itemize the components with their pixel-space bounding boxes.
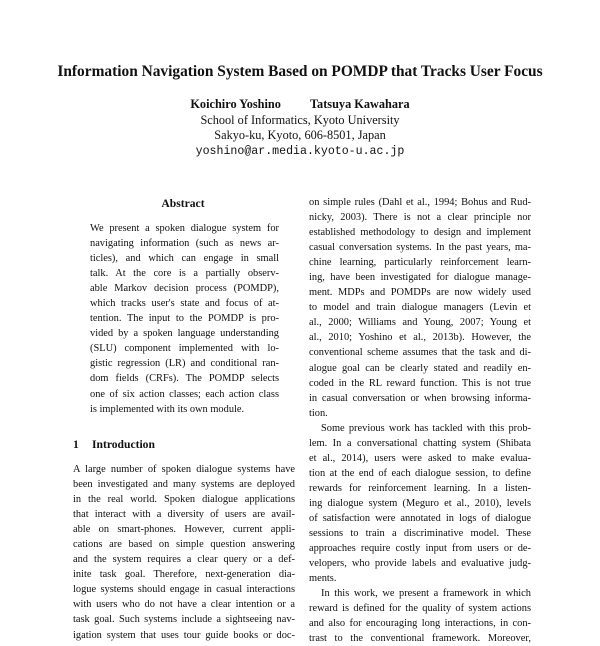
affiliation: School of Informatics, Kyoto University (200, 112, 400, 127)
text-line: logue systems should engage in casual interactions (73, 584, 295, 596)
text-line: and the system requires a clear query or a def- (73, 554, 295, 566)
right-column-text (309, 195, 531, 646)
text-line: which tracks user's state and focus of at- (90, 298, 279, 310)
text-line: and also for encouraging long interactions, in con- (309, 618, 531, 630)
text-line: tention. The input to the POMDP is pro- (90, 313, 279, 325)
text-line: ment. MDPs and POMDPs are now widely used (309, 287, 531, 299)
abstract-text (90, 221, 279, 417)
author-name: Tatsuya Kawahara (309, 97, 410, 111)
text-line: established methodology to design and implement (309, 227, 531, 239)
text-line: alogue goal can be clearly stated and readily en- (309, 362, 531, 374)
text-line: We present a spoken dialogue system for (90, 223, 279, 234)
section-heading-introduction (73, 437, 293, 452)
text-line: on simple rules (Dahl et al., 1994; Bohus and Rud- (309, 197, 531, 208)
paragraph (309, 586, 531, 646)
text-line: al., 2000; Williams and Young, 2007; Young et (309, 317, 531, 329)
text-line: velopers, who provide labels and evaluative judg- (309, 558, 531, 570)
author-names (0, 97, 600, 113)
email: yoshino@ar.media.kyoto-u.ac.jp (195, 144, 405, 158)
introduction-text (73, 462, 295, 643)
text-line: Some previous work has tackled with this prob- (321, 422, 531, 434)
text-line: one of six action classes; each action class (90, 388, 279, 400)
text-line: navigating information (such as news ar- (90, 238, 279, 250)
text-line: of satisfaction were annotated in logs of dialogue (309, 512, 531, 524)
paragraph (309, 421, 531, 587)
text-line: igation system that uses tour guide books or doc- (73, 629, 295, 641)
text-line: able Markov decision process (POMDP), (90, 283, 279, 295)
text-line: dom fields (CRFs). The POMDP selects (90, 373, 279, 385)
text-line: lem. In a conversational chatting system (Shibata (309, 437, 531, 449)
text-line: ing dialogue system (Meguro et al., 2010), levels (309, 497, 531, 509)
text-line: that interact with a diversity of users are avail- (73, 509, 295, 521)
text-line: talk. At the core is a partially observ- (90, 268, 279, 280)
text-line: et al., 2014), users were asked to make evalua- (309, 452, 531, 464)
text-line: able on smart-phones. However, current appli- (73, 524, 295, 536)
abstract-heading: Abstract (161, 197, 205, 210)
paper-title: Information Navigation System Based on POMDP that Tracks User Focus (57, 63, 543, 80)
text-line: A large number of spoken dialogue systems have (73, 464, 295, 475)
text-line: al., 2010; Yoshino et al., 2013b). However, the (309, 332, 531, 344)
text-line: in the real world. Spoken dialogue applications (73, 494, 295, 506)
section-title: Introduction (92, 438, 155, 451)
text-line: coded in the RL reward function. This is not true (309, 377, 531, 389)
author-block (0, 97, 600, 159)
section-number: 1 (73, 438, 79, 451)
text-line: been investigated and many systems are deployed (73, 479, 295, 491)
text-line: tion at the end of each dialogue session, to define (309, 467, 531, 479)
text-line: ing, have been investigated for dialogue manage- (309, 272, 531, 284)
text-line: conventional scheme assumes that the task and di- (309, 347, 531, 359)
text-line: in casual conversation or when browsing informa- (309, 392, 531, 404)
text-line: rewards for reinforcement learning. In a listen- (309, 482, 531, 494)
text-line: reward is defined for the quality of system actions (309, 603, 531, 615)
text-line: cations are based on simple question answering (73, 539, 295, 551)
text-line: chine learning, particularly reinforcement learn- (309, 257, 531, 269)
text-line: is implemented with its own module. (90, 403, 245, 415)
text-line: nicky, 2003). There is not a clear principle nor (309, 212, 531, 224)
text-line: vided by a spoken language understanding (90, 328, 279, 340)
text-line: (SLU) component implemented with lo- (90, 343, 279, 355)
text-line: casual conversation systems. In the past years, ma- (309, 242, 531, 254)
text-line: sessions to train a discriminative model. These (309, 528, 531, 540)
text-line: to model and train dialogue managers (Levin et (309, 302, 531, 314)
text-line: ticles), and which can engage in small (90, 253, 279, 265)
text-line: ments. (309, 573, 337, 585)
paragraph (309, 195, 531, 421)
text-line: inite task goal. Therefore, next-generation dia- (73, 569, 295, 581)
text-line: task goal. Such systems include a sightseeing nav- (73, 614, 295, 626)
text-line: approaches require costly input from users or de- (309, 543, 531, 555)
author-name: Koichiro Yoshino (190, 97, 281, 111)
text-line: trast to the conventional framework. Moreover, (309, 633, 531, 645)
address: Sakyo-ku, Kyoto, 606-8501, Japan (214, 128, 386, 143)
text-line: In this work, we present a framework in which (321, 588, 531, 600)
text-line: with users who do not have a clear intention or a (73, 599, 295, 611)
text-line: tion. (309, 407, 328, 419)
text-line: gistic regression (LR) and conditional ran- (90, 358, 279, 370)
